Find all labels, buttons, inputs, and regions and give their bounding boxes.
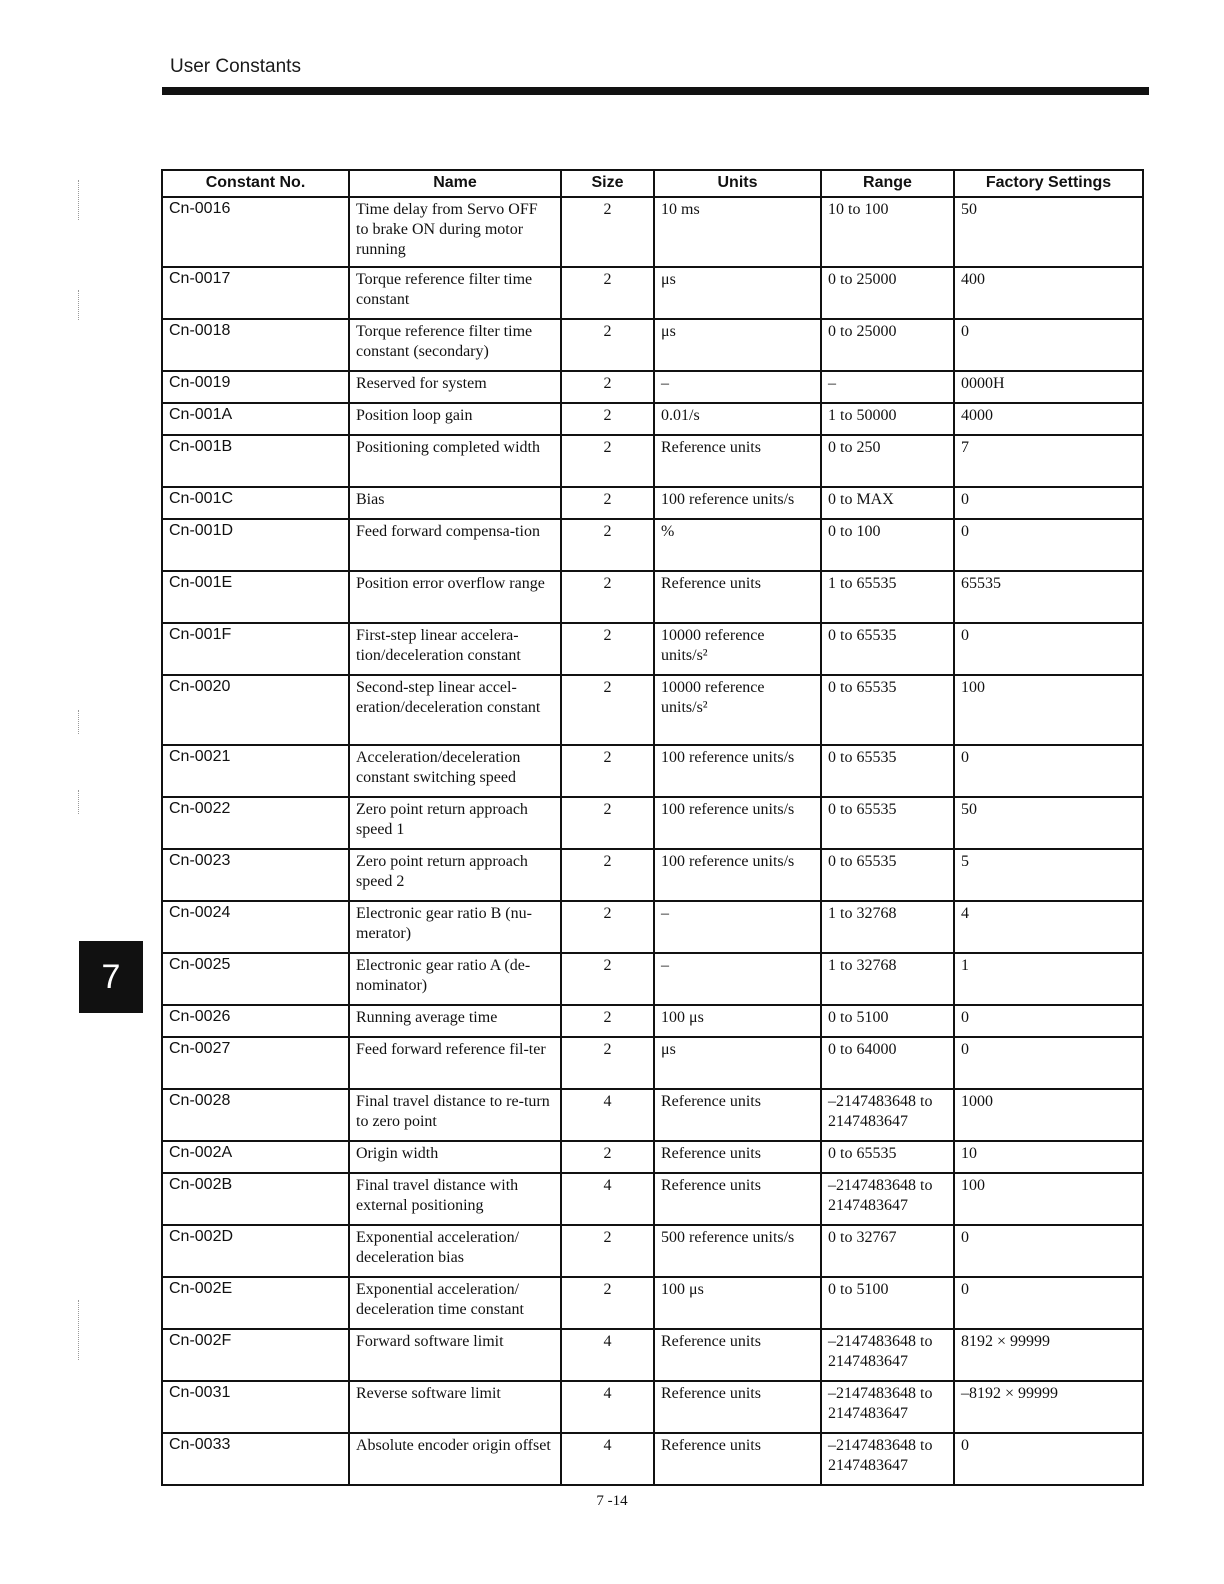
table-row	[162, 953, 1143, 1005]
constant-no-cell: Cn-001B	[162, 435, 349, 487]
table-row	[162, 1089, 1143, 1141]
size-cell: 4	[561, 1329, 654, 1381]
factory-setting-cell: 50	[954, 797, 1143, 849]
units-cell: 100 μs	[654, 1005, 821, 1037]
range-cell: 1 to 65535	[821, 571, 954, 623]
units-cell: 100 reference units/s	[654, 487, 821, 519]
constant-no-cell: Cn-0031	[162, 1381, 349, 1433]
table-row	[162, 197, 1143, 267]
column-header-constant-no: Constant No.	[162, 170, 349, 197]
units-cell: –	[654, 901, 821, 953]
name-cell: First-step linear accelera-tion/deceleration constant	[349, 623, 561, 675]
constant-no-cell: Cn-0019	[162, 371, 349, 403]
name-cell: Electronic gear ratio A (de-nominator)	[349, 953, 561, 1005]
size-cell: 2	[561, 1037, 654, 1089]
name-cell: Final travel distance with external positioning	[349, 1173, 561, 1225]
name-cell: Reserved for system	[349, 371, 561, 403]
factory-setting-cell: 0	[954, 1037, 1143, 1089]
range-cell: 1 to 50000	[821, 403, 954, 435]
size-cell: 4	[561, 1173, 654, 1225]
units-cell: 100 reference units/s	[654, 797, 821, 849]
range-cell: –	[821, 371, 954, 403]
column-header-range: Range	[821, 170, 954, 197]
user-constants-table	[161, 169, 1144, 1486]
size-cell: 2	[561, 571, 654, 623]
factory-setting-cell: 0	[954, 745, 1143, 797]
units-cell: –	[654, 953, 821, 1005]
table-row	[162, 1433, 1143, 1485]
units-cell: 100 reference units/s	[654, 745, 821, 797]
units-cell: Reference units	[654, 1433, 821, 1485]
table-row	[162, 1225, 1143, 1277]
name-cell: Exponential acceleration/ deceleration time constant	[349, 1277, 561, 1329]
units-cell: 10 ms	[654, 197, 821, 267]
table-row	[162, 319, 1143, 371]
table-row	[162, 1277, 1143, 1329]
units-cell: Reference units	[654, 1329, 821, 1381]
range-cell: 0 to 65535	[821, 849, 954, 901]
constant-no-cell: Cn-0021	[162, 745, 349, 797]
range-cell: 0 to 65535	[821, 1141, 954, 1173]
constant-no-cell: Cn-0018	[162, 319, 349, 371]
constant-no-cell: Cn-0023	[162, 849, 349, 901]
name-cell: Torque reference filter time constant (secondary)	[349, 319, 561, 371]
constant-no-cell: Cn-002E	[162, 1277, 349, 1329]
margin-dots	[78, 1300, 79, 1360]
factory-setting-cell: 0	[954, 319, 1143, 371]
table-row	[162, 1037, 1143, 1089]
factory-setting-cell: 0	[954, 487, 1143, 519]
constant-no-cell: Cn-0028	[162, 1089, 349, 1141]
range-cell: 0 to 65535	[821, 623, 954, 675]
units-cell: Reference units	[654, 1141, 821, 1173]
size-cell: 4	[561, 1433, 654, 1485]
factory-setting-cell: 0	[954, 1277, 1143, 1329]
size-cell: 2	[561, 797, 654, 849]
range-cell: –2147483648 to 2147483647	[821, 1089, 954, 1141]
units-cell: 500 reference units/s	[654, 1225, 821, 1277]
name-cell: Feed forward reference fil-ter	[349, 1037, 561, 1089]
table-row	[162, 1173, 1143, 1225]
constant-no-cell: Cn-0016	[162, 197, 349, 267]
column-header-units: Units	[654, 170, 821, 197]
table-row	[162, 519, 1143, 571]
range-cell: 0 to 250	[821, 435, 954, 487]
constant-no-cell: Cn-002F	[162, 1329, 349, 1381]
size-cell: 2	[561, 901, 654, 953]
table-row	[162, 371, 1143, 403]
constant-no-cell: Cn-0024	[162, 901, 349, 953]
name-cell: Forward software limit	[349, 1329, 561, 1381]
constant-no-cell: Cn-001C	[162, 487, 349, 519]
units-cell: Reference units	[654, 435, 821, 487]
size-cell: 2	[561, 267, 654, 319]
factory-setting-cell: 0	[954, 1005, 1143, 1037]
range-cell: –2147483648 to 2147483647	[821, 1433, 954, 1485]
range-cell: 0 to 65535	[821, 675, 954, 745]
factory-setting-cell: 5	[954, 849, 1143, 901]
units-cell: Reference units	[654, 571, 821, 623]
name-cell: Position error overflow range	[349, 571, 561, 623]
constant-no-cell: Cn-0027	[162, 1037, 349, 1089]
name-cell: Absolute encoder origin offset	[349, 1433, 561, 1485]
range-cell: 0 to MAX	[821, 487, 954, 519]
name-cell: Feed forward compensa-tion	[349, 519, 561, 571]
units-cell: Reference units	[654, 1089, 821, 1141]
factory-setting-cell: 50	[954, 197, 1143, 267]
name-cell: Second-step linear accel-eration/deceleration constant	[349, 675, 561, 745]
constant-no-cell: Cn-0025	[162, 953, 349, 1005]
range-cell: 0 to 25000	[821, 267, 954, 319]
factory-setting-cell: 1	[954, 953, 1143, 1005]
column-header-size: Size	[561, 170, 654, 197]
margin-dots	[78, 710, 79, 734]
factory-setting-cell: 0	[954, 1433, 1143, 1485]
factory-setting-cell: 65535	[954, 571, 1143, 623]
constant-no-cell: Cn-002B	[162, 1173, 349, 1225]
size-cell: 2	[561, 745, 654, 797]
name-cell: Time delay from Servo OFF to brake ON during motor running	[349, 197, 561, 267]
size-cell: 2	[561, 1141, 654, 1173]
margin-dots	[78, 290, 79, 320]
units-cell: μs	[654, 267, 821, 319]
factory-setting-cell: 0	[954, 623, 1143, 675]
table-row	[162, 901, 1143, 953]
chapter-tab: 7	[79, 941, 143, 1013]
units-cell: 10000 reference units/s²	[654, 623, 821, 675]
factory-setting-cell: 0000H	[954, 371, 1143, 403]
range-cell: 0 to 64000	[821, 1037, 954, 1089]
table-row	[162, 487, 1143, 519]
size-cell: 2	[561, 849, 654, 901]
name-cell: Electronic gear ratio B (nu-merator)	[349, 901, 561, 953]
table-row	[162, 571, 1143, 623]
name-cell: Torque reference filter time constant	[349, 267, 561, 319]
units-cell: 0.01/s	[654, 403, 821, 435]
factory-setting-cell: 1000	[954, 1089, 1143, 1141]
factory-setting-cell: –8192 × 99999	[954, 1381, 1143, 1433]
table-row	[162, 675, 1143, 745]
units-cell: μs	[654, 1037, 821, 1089]
name-cell: Origin width	[349, 1141, 561, 1173]
table-row	[162, 745, 1143, 797]
table-row	[162, 1141, 1143, 1173]
name-cell: Reverse software limit	[349, 1381, 561, 1433]
table-row	[162, 1329, 1143, 1381]
factory-setting-cell: 0	[954, 519, 1143, 571]
range-cell: –2147483648 to 2147483647	[821, 1381, 954, 1433]
name-cell: Final travel distance to re-turn to zero point	[349, 1089, 561, 1141]
size-cell: 4	[561, 1089, 654, 1141]
margin-dots	[78, 790, 79, 814]
table-row	[162, 1005, 1143, 1037]
size-cell: 2	[561, 675, 654, 745]
table-row	[162, 623, 1143, 675]
size-cell: 2	[561, 1225, 654, 1277]
range-cell: 1 to 32768	[821, 901, 954, 953]
size-cell: 2	[561, 1277, 654, 1329]
size-cell: 2	[561, 403, 654, 435]
table-header-row	[162, 170, 1143, 197]
size-cell: 2	[561, 1005, 654, 1037]
name-cell: Bias	[349, 487, 561, 519]
header-rule	[162, 87, 1149, 95]
constant-no-cell: Cn-001D	[162, 519, 349, 571]
factory-setting-cell: 7	[954, 435, 1143, 487]
size-cell: 2	[561, 953, 654, 1005]
name-cell: Zero point return approach speed 2	[349, 849, 561, 901]
constant-no-cell: Cn-001A	[162, 403, 349, 435]
range-cell: 0 to 5100	[821, 1005, 954, 1037]
units-cell: 100 μs	[654, 1277, 821, 1329]
constant-no-cell: Cn-0022	[162, 797, 349, 849]
table-row	[162, 849, 1143, 901]
range-cell: 0 to 5100	[821, 1277, 954, 1329]
margin-dots	[78, 180, 79, 220]
units-cell: Reference units	[654, 1173, 821, 1225]
name-cell: Zero point return approach speed 1	[349, 797, 561, 849]
factory-setting-cell: 4000	[954, 403, 1143, 435]
page-header-title: User Constants	[170, 56, 301, 77]
range-cell: 0 to 100	[821, 519, 954, 571]
table-row	[162, 435, 1143, 487]
factory-setting-cell: 10	[954, 1141, 1143, 1173]
range-cell: 10 to 100	[821, 197, 954, 267]
constant-no-cell: Cn-002A	[162, 1141, 349, 1173]
page-number: 7 -14	[596, 1493, 628, 1509]
range-cell: 0 to 65535	[821, 745, 954, 797]
table-row	[162, 267, 1143, 319]
constant-no-cell: Cn-002D	[162, 1225, 349, 1277]
factory-setting-cell: 100	[954, 1173, 1143, 1225]
range-cell: 0 to 65535	[821, 797, 954, 849]
units-cell: Reference units	[654, 1381, 821, 1433]
range-cell: –2147483648 to 2147483647	[821, 1329, 954, 1381]
range-cell: 0 to 32767	[821, 1225, 954, 1277]
size-cell: 2	[561, 197, 654, 267]
column-header-name: Name	[349, 170, 561, 197]
constant-no-cell: Cn-0026	[162, 1005, 349, 1037]
size-cell: 2	[561, 371, 654, 403]
size-cell: 2	[561, 487, 654, 519]
size-cell: 2	[561, 435, 654, 487]
size-cell: 4	[561, 1381, 654, 1433]
table-row	[162, 403, 1143, 435]
name-cell: Running average time	[349, 1005, 561, 1037]
factory-setting-cell: 100	[954, 675, 1143, 745]
constant-no-cell: Cn-0033	[162, 1433, 349, 1485]
name-cell: Acceleration/deceleration constant switching speed	[349, 745, 561, 797]
constant-no-cell: Cn-0017	[162, 267, 349, 319]
table-row	[162, 1381, 1143, 1433]
units-cell: 10000 reference units/s²	[654, 675, 821, 745]
column-header-factory-settings: Factory Settings	[954, 170, 1143, 197]
constant-no-cell: Cn-001F	[162, 623, 349, 675]
range-cell: 0 to 25000	[821, 319, 954, 371]
factory-setting-cell: 4	[954, 901, 1143, 953]
name-cell: Positioning completed width	[349, 435, 561, 487]
units-cell: %	[654, 519, 821, 571]
units-cell: –	[654, 371, 821, 403]
size-cell: 2	[561, 319, 654, 371]
constant-no-cell: Cn-001E	[162, 571, 349, 623]
size-cell: 2	[561, 519, 654, 571]
range-cell: 1 to 32768	[821, 953, 954, 1005]
factory-setting-cell: 400	[954, 267, 1143, 319]
units-cell: 100 reference units/s	[654, 849, 821, 901]
name-cell: Position loop gain	[349, 403, 561, 435]
factory-setting-cell: 0	[954, 1225, 1143, 1277]
range-cell: –2147483648 to 2147483647	[821, 1173, 954, 1225]
table-row	[162, 797, 1143, 849]
units-cell: μs	[654, 319, 821, 371]
name-cell: Exponential acceleration/ deceleration bias	[349, 1225, 561, 1277]
factory-setting-cell: 8192 × 99999	[954, 1329, 1143, 1381]
size-cell: 2	[561, 623, 654, 675]
constant-no-cell: Cn-0020	[162, 675, 349, 745]
